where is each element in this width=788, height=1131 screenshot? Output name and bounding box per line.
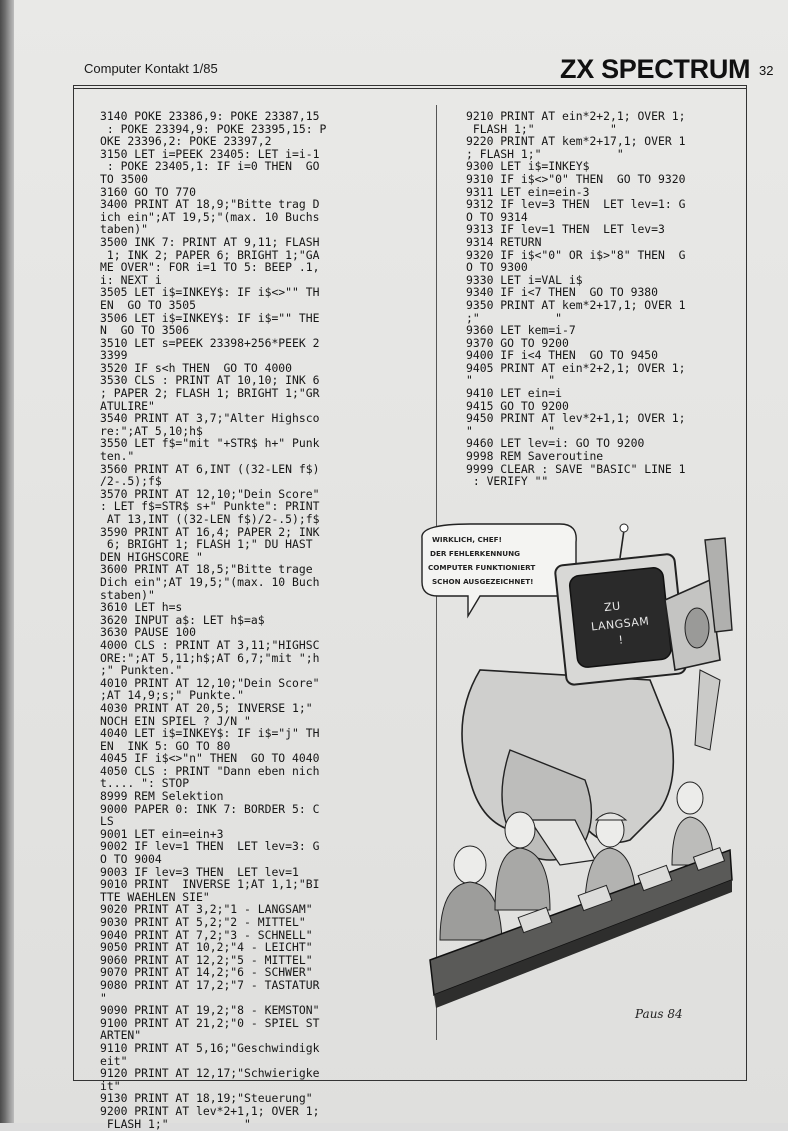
magazine-spine	[0, 0, 14, 1123]
code-line: /2-.5);f$	[100, 474, 162, 489]
cartoon-illustration	[410, 520, 740, 1030]
code-line: 9130 PRINT AT 18,19;"Steuerung"	[100, 1091, 313, 1106]
code-line: 9330 LET i=VAL i$	[466, 272, 583, 287]
code-line: 9220 PRINT AT kem*2+17,1; OVER 1	[466, 134, 686, 149]
code-line: 3590 PRINT AT 16,4; PAPER 2; INK	[100, 524, 320, 539]
code-line: 3630 PAUSE 100	[100, 625, 197, 640]
code-line: 1; INK 2; PAPER 6; BRIGHT 1;"GA	[100, 247, 320, 262]
code-line: 9999 CLEAR : SAVE "BASIC" LINE 1	[466, 461, 686, 476]
code-line: 9001 LET ein=ein+3	[100, 826, 224, 841]
code-line: LS	[100, 814, 114, 829]
code-line: 9405 PRINT AT ein*2+2,1; OVER 1;	[466, 360, 686, 375]
code-line: 3610 LET h=s	[100, 600, 183, 615]
code-line: 3506 LET i$=INKEY$: IF i$="" THE	[100, 310, 320, 325]
antenna-tip-icon	[620, 524, 628, 532]
code-line: 9311 LET ein=ein-3	[466, 184, 590, 199]
code-line: 4040 LET i$=INKEY$: IF i$="j" TH	[100, 726, 320, 741]
code-line: 9300 LET i$=INKEY$	[466, 159, 590, 174]
artist-signature: Paus 84	[635, 1007, 683, 1021]
code-line: TTE WAEHLEN SIE"	[100, 889, 210, 904]
code-line: 9120 PRINT AT 12,17;"Schwierigke	[100, 1066, 320, 1081]
code-line: 3530 CLS : PRINT AT 10,10; INK 6	[100, 373, 320, 388]
code-line: ; FLASH 1;" "	[466, 146, 624, 161]
screen-line-1: ZU	[603, 599, 622, 615]
code-line: 9000 PAPER 0: INK 7: BORDER 5: C	[100, 801, 320, 816]
antenna-icon	[620, 530, 624, 558]
code-line: 9110 PRINT AT 5,16;"Geschwindigk	[100, 1040, 320, 1055]
worker-left	[440, 846, 502, 940]
code-line: 4030 PRINT AT 20,5; INVERSE 1;"	[100, 700, 313, 715]
code-line: 9320 IF i$<"0" OR i$>"8" THEN G	[466, 247, 686, 262]
code-line: 3520 IF s<h THEN GO TO 4000	[100, 360, 293, 375]
code-line: AT 13,INT ((32-LEN f$)/2-.5);f$	[100, 512, 320, 526]
code-line: 9400 IF i<4 THEN GO TO 9450	[466, 348, 659, 363]
code-line: 9310 IF i$<>"0" THEN GO TO 9320	[466, 171, 686, 186]
code-line: 3505 LET i$=INKEY$: IF i$<>"" TH	[100, 285, 320, 300]
code-line: 9210 PRINT AT ein*2+2,1; OVER 1;	[466, 109, 686, 123]
code-line: 9450 PRINT AT lev*2+1,1; OVER 1;	[466, 411, 686, 426]
robot-monitor-head	[555, 554, 687, 686]
code-line: staben)"	[100, 587, 155, 602]
code-line: TO 3500	[100, 171, 149, 186]
bubble-line-2: DER FEHLERKENNUNG	[430, 549, 521, 558]
code-line: it"	[100, 1078, 121, 1093]
code-line: 9340 IF i<7 THEN GO TO 9380	[466, 285, 659, 300]
code-line: Dich ein";AT 19,5;"(max. 10 Buch	[100, 574, 320, 589]
code-line: eit"	[100, 1053, 128, 1068]
listing-right-column	[466, 110, 685, 488]
code-line: 3510 LET s=PEEK 23398+256*PEEK 2	[100, 335, 320, 350]
code-line: 3160 GO TO 770	[100, 184, 197, 199]
code-line: ;AT 14,9;s;" Punkte."	[100, 688, 245, 703]
code-line: 9312 IF lev=3 THEN LET lev=1: G	[466, 197, 686, 212]
code-line: 9460 LET lev=i: GO TO 9200	[466, 436, 645, 451]
code-line: 9060 PRINT AT 12,2;"5 - MITTEL"	[100, 952, 313, 967]
code-line: 9020 PRINT AT 3,2;"1 - LANGSAM"	[100, 902, 313, 917]
code-line: ten."	[100, 449, 135, 464]
code-line: FLASH 1;" "	[100, 1116, 251, 1131]
code-line: ATULIRE"	[100, 398, 155, 413]
code-line: 3399	[100, 348, 128, 363]
bubble-line-1: WIRKLICH, CHEF!	[432, 535, 502, 544]
code-line: 4000 CLS : PRINT AT 3,11;"HIGHSC	[100, 637, 320, 652]
code-line: ich ein";AT 19,5;"(max. 10 Buchs	[100, 209, 320, 224]
code-line: EN GO TO 3505	[100, 297, 197, 312]
bubble-line-4: SCHON AUSGEZEICHNET!	[432, 577, 534, 586]
code-line: 9314 RETURN	[466, 234, 542, 249]
code-line: 4050 CLS : PRINT "Dann eben nich	[100, 763, 320, 778]
code-line: 3540 PRINT AT 3,7;"Alter Highsco	[100, 411, 320, 426]
code-line: 3550 LET f$="mit "+STR$ h+" Punk	[100, 436, 320, 451]
code-line: O TO 9300	[466, 260, 528, 275]
code-line: 3570 PRINT AT 12,10;"Dein Score"	[100, 486, 320, 501]
code-line: DEN HIGHSCORE "	[100, 549, 203, 564]
code-line: N GO TO 3506	[100, 323, 190, 338]
code-line: 9410 LET ein=i	[466, 386, 563, 401]
code-line: O TO 9314	[466, 209, 528, 224]
section-title: ZX SPECTRUM	[560, 54, 751, 84]
code-line: 3150 LET i=PEEK 23405: LET i=i-1	[100, 146, 320, 161]
code-line: : LET f$=STR$ s+" Punkte": PRINT	[100, 499, 320, 514]
code-line: 9998 REM Saveroutine	[466, 449, 604, 464]
code-line: 9040 PRINT AT 7,2;"3 - SCHNELL"	[100, 927, 313, 942]
code-line: 9002 IF lev=1 THEN LET lev=3: G	[100, 839, 320, 854]
code-line: 6; BRIGHT 1; FLASH 1;" DU HAST	[100, 537, 313, 552]
code-line: NOCH EIN SPIEL ? J/N "	[100, 713, 251, 728]
code-line: 3560 PRINT AT 6,INT ((32-LEN f$)	[100, 461, 320, 476]
frame-double-rule	[73, 88, 747, 89]
code-line: t.... ": STOP	[100, 776, 190, 791]
code-line: ;" "	[466, 310, 563, 325]
code-line: " "	[466, 423, 556, 438]
code-line: ; PAPER 2; FLASH 1; BRIGHT 1;"GR	[100, 386, 320, 401]
code-line: 4010 PRINT AT 12,10;"Dein Score"	[100, 675, 320, 690]
code-line: O TO 9004	[100, 852, 162, 867]
code-line: 9003 IF lev=3 THEN LET lev=1	[100, 864, 299, 879]
code-line: OKE 23396,2: POKE 23397,2	[100, 134, 272, 149]
code-line: taben)"	[100, 222, 149, 237]
code-line: 9080 PRINT AT 17,2;"7 - TASTATUR	[100, 977, 320, 992]
code-line: : VERIFY ""	[466, 474, 549, 489]
code-line: 9360 LET kem=i-7	[466, 323, 576, 338]
code-line: 9200 PRINT AT lev*2+1,1; OVER 1;	[100, 1103, 320, 1118]
code-line: FLASH 1;" "	[466, 121, 617, 136]
page-number: 32	[759, 63, 774, 78]
listing-left-column	[100, 110, 326, 1130]
code-line: ORE:";AT 5,11;h$;AT 6,7;"mit ";h	[100, 650, 320, 665]
code-line: 9313 IF lev=1 THEN LET lev=3	[466, 222, 665, 237]
code-line: i: NEXT i	[100, 272, 162, 287]
screen-line-2: LANGSAM	[590, 614, 650, 634]
code-line: EN INK 5: GO TO 80	[100, 738, 231, 753]
bubble-line-3: COMPUTER FUNKTIONIERT	[428, 563, 536, 572]
code-line: 9370 GO TO 9200	[466, 335, 569, 350]
code-line: 3600 PRINT AT 18,5;"Bitte trage	[100, 562, 313, 577]
code-line: 9090 PRINT AT 19,2;"8 - KEMSTON"	[100, 1003, 320, 1018]
code-line: 9050 PRINT AT 10,2;"4 - LEICHT"	[100, 940, 313, 955]
code-line: 4045 IF i$<>"n" THEN GO TO 4040	[100, 751, 320, 766]
robot-lower-arm	[695, 670, 720, 750]
code-line: 9030 PRINT AT 5,2;"2 - MITTEL"	[100, 915, 306, 929]
code-line: 3500 INK 7: PRINT AT 9,11; FLASH	[100, 234, 320, 249]
magazine-issue: Computer Kontakt 1/85	[84, 61, 218, 76]
code-line: 3400 PRINT AT 18,9;"Bitte trag D	[100, 197, 320, 212]
code-line: : POKE 23405,1: IF i=0 THEN GO	[100, 159, 320, 174]
code-line: ARTEN"	[100, 1028, 142, 1043]
screen-line-3: !	[617, 633, 625, 647]
code-line: "	[100, 990, 107, 1005]
code-line: 8999 REM Selektion	[100, 789, 224, 804]
code-line: 9100 PRINT AT 21,2;"0 - SPIEL ST	[100, 1015, 320, 1030]
code-line: ME OVER": FOR i=1 TO 5: BEEP .1,	[100, 260, 320, 275]
speaker-icon	[685, 608, 709, 648]
code-line: re:";AT 5,10;h$	[100, 423, 203, 438]
code-line: ;" Punkten."	[100, 663, 183, 678]
code-line: " "	[466, 373, 556, 388]
code-line: 9010 PRINT INVERSE 1;AT 1,1;"BI	[100, 877, 320, 892]
code-line: 9415 GO TO 9200	[466, 398, 569, 413]
code-line: 3140 POKE 23386,9: POKE 23387,15	[100, 109, 320, 123]
code-line: : POKE 23394,9: POKE 23395,15: P	[100, 121, 327, 136]
code-line: 9350 PRINT AT kem*2+17,1; OVER 1	[466, 297, 686, 312]
code-line: 9070 PRINT AT 14,2;"6 - SCHWER"	[100, 965, 313, 980]
code-line: 3620 INPUT a$: LET h$=a$	[100, 612, 265, 627]
